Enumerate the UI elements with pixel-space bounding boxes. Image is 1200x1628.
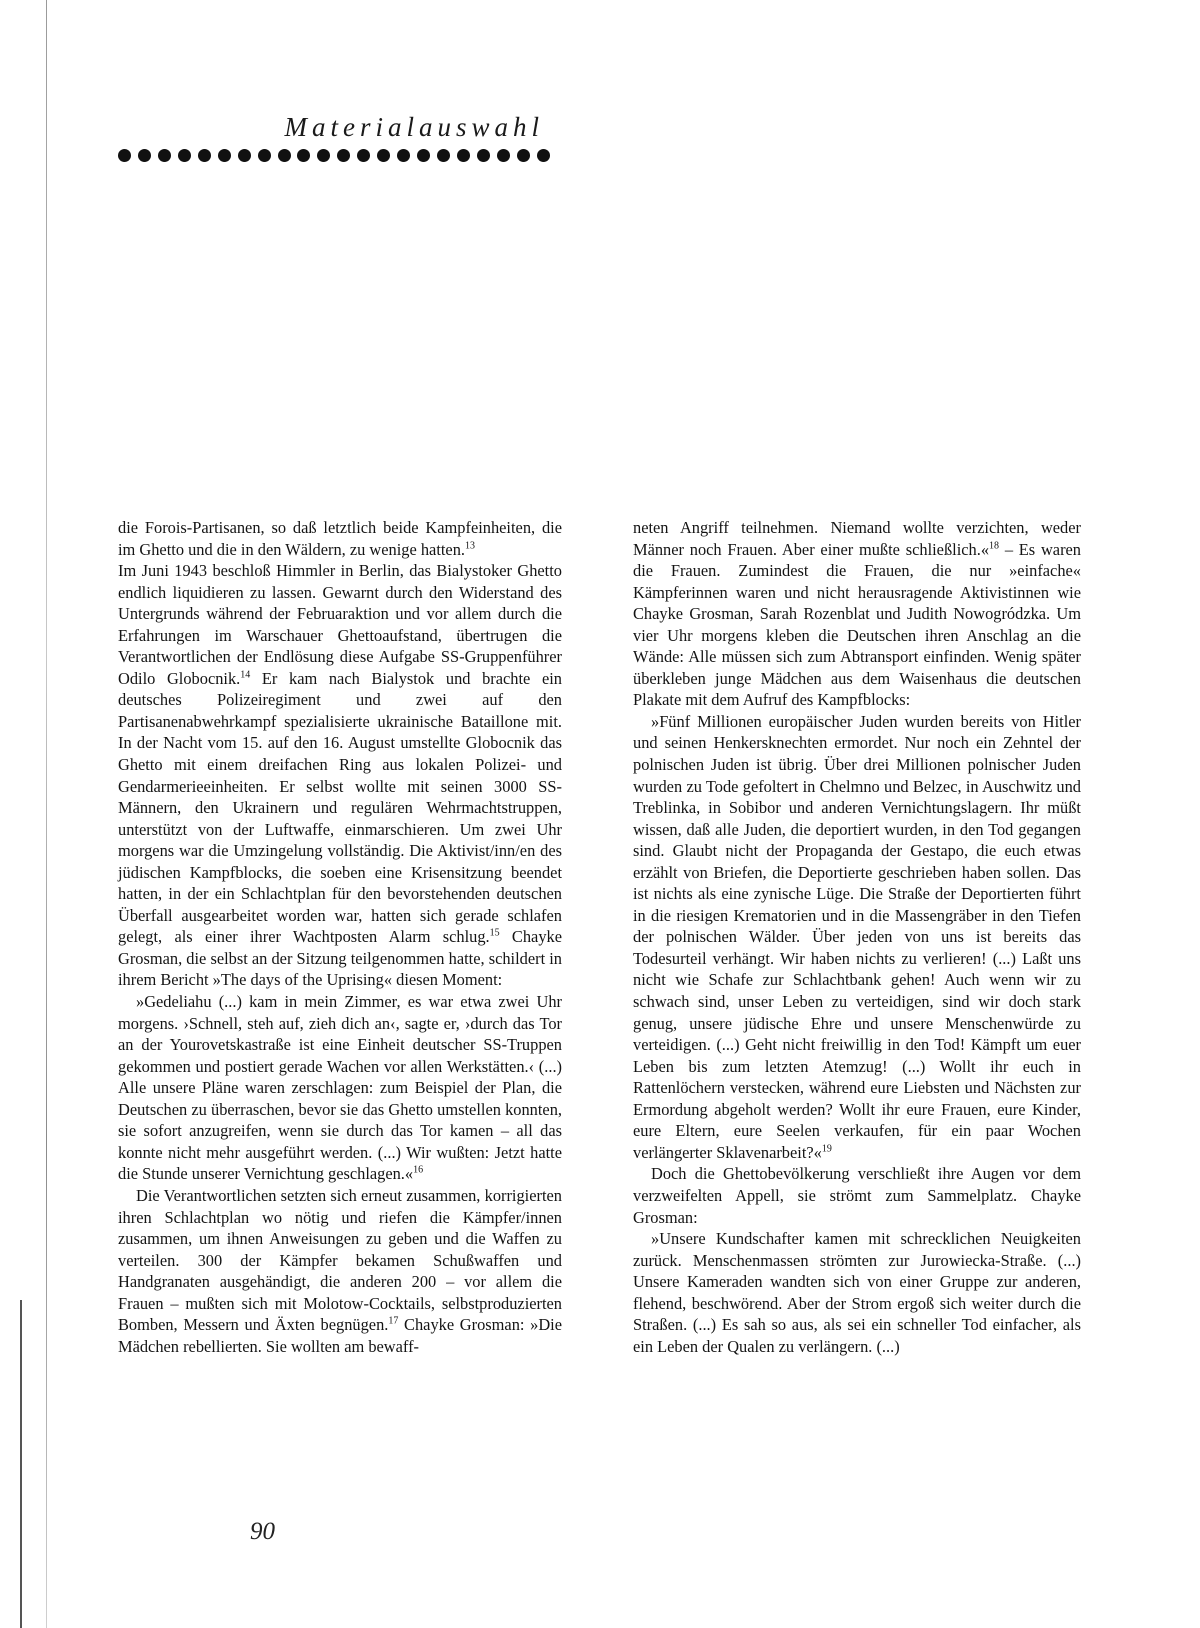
bullet-dot: [297, 149, 310, 162]
footnote-ref: 13: [465, 540, 475, 552]
bullet-dot: [278, 149, 291, 162]
bullet-dot: [317, 149, 330, 162]
bullet-dot: [218, 149, 231, 162]
bullet-dot: [477, 149, 490, 162]
bullet-dot: [118, 149, 131, 162]
paragraph: Doch die Ghettobevölkerung verschließt ihre Augen vor dem verzweifelten Appell, sie strömt zum Sammelplatz. Chayke Grosman:: [633, 1164, 1081, 1227]
section-title: Materialauswahl: [284, 112, 544, 142]
section-header: [118, 112, 550, 162]
bullet-dot: [457, 149, 470, 162]
footnote-ref: 14: [240, 669, 251, 681]
bullet-dot: [158, 149, 171, 162]
paragraph: neten Angriff teilnehmen. Niemand wollte verzichten, weder Männer noch Frauen. Aber einer mußte schließlich.«$^{18}$ – Es waren die Frauen. Zumindest die Frauen, die nur »einfache« Kämpferinnen waren und nicht herausragende Aktivistinnen wie Chayke Grosman, Sarah Rozenblat und Judith Nowogródzka. Um vier Uhr morgens kleben die Deutschen ihren Anschlag an die Wände: Alle müssen sich zum Abtransport einfinden. Wenig später überkleben junge Mädchen aus dem Waisenhaus die deutschen Plakate mit dem Aufruf des Kampfblocks:: [633, 518, 1082, 710]
bullet-dot: [397, 149, 410, 162]
paragraph: »Fünf Millionen europäischer Juden wurden bereits von Hitler und seinen Henkersknechten ermordet. Nur noch ein Zehntel der polnischen Juden ist übrig. Über drei Millionen polnischer Juden wurden zu Tode gefoltert in Chelmno und Belzec, in Auschwitz und Treblinka, in Sobibor und anderen Vernichtungslagern. Ihr müßt wissen, daß alle Juden, die deportiert wurden, in den Tod gegangen sind. Glaubt nicht der Propaganda der Gestapo, die euch etwas erzählt von Briefen, die Deportierte geschrieben haben sollen. Das ist nichts als eine zynische Lüge. Die Straße der Deportierten führt in die riesigen Krematorien und in die Massengräber in den Tiefen der polnischen Wälder. Über jeden von uns ist bereits das Todesurteil verhängt. Wir haben nichts zu verlieren! (...) Laßt uns nicht wie Schafe zur Schlachtbank gehen! Auch wenn wir zu schwach sind, unser Leben zu verteidigen, sind wir doch stark genug, unsere jüdische Ehre und unsere Menschenwürde zu verteidigen. (...) Geht nicht freiwillig in den Tod! Kämpft um euer Leben bis zum letzten Atemzug! (...) Wollt ihr euch in Rattenlöchern verstecken, während eure Liebsten und Nächsten zur Ermordung abgeholt werden? Wollt ihr eure Frauen, eure Kinder, eure Eltern, eure Seelen verkaufen, für ein paar Wochen verlängerter Sklavenarbeit?«$^{19}$: [633, 711, 1081, 1162]
paragraph: die Forois-Partisanen, so daß letztlich beide Kampfeinheiten, die im Ghetto und die in den Wäldern, zu wenige hatten.$^{13}$: [118, 518, 562, 559]
bullet-dot: [497, 149, 510, 162]
page-number: 90: [250, 1518, 275, 1545]
paragraph: Im Juni 1943 beschloß Himmler in Berlin, das Bialystoker Ghetto endlich liquidieren zu lassen. Gewarnt durch den Widerstand des Untergrunds während der Februaraktion und vor allem durch die Erfahrungen im Warschauer Ghettoaufstand, übertrugen die Verantwortlichen der Endlösung diese Aufgabe SS-Gruppenführer Odilo Globocnik.$^{14}$ Er kam nach Bialystok und brachte ein deutsches Polizeiregiment und zwei auf den Partisanenabwehrkampf spezialisierte ukrainische Bataillone mit. In der Nacht vom 15. auf den 16. August umstellte Globocnik das Ghetto mit einem dreifachen Ring aus lokalen Polizei- und Gendarmerieeinheiten. Er selbst wollte mit seinen 3000 SS-Männern, den Ukrainern und regulären Wehrmachtstruppen, unterstützt von der Luftwaffe, einmarschieren. Um zwei Uhr morgens war die Umzingelung vollständig. Die Aktivist/inn/en des jüdischen Kampfblocks, die soeben eine Krisensitzung beendet hatten, in der ein Schlachtplan für den bevorstehenden deutschen Überfall ausgearbeitet worden war, hatten sich gerade schlafen gelegt, als einer ihrer Wachtposten Alarm schlug.: [118, 561, 562, 947]
bullet-dot: [517, 149, 530, 162]
left-column: [118, 517, 562, 1357]
paragraph: »Unsere Kundschafter kamen mit schrecklichen Neuigkeiten zurück. Menschenmassen strömten zur Jurowiecka-Straße. (...) Unsere Kameraden wandten sich von einer Gruppe zur anderen, flehend, beschwörend. Aber der Strom ergoß sich weiter durch die Straßen. (...) Es sah so aus, als sei ein schneller Tod einfacher, als ein Leben der Qualen zu verlängern. (...): [633, 1229, 1081, 1356]
bullet-dot: [258, 149, 271, 162]
dot-rule: [118, 149, 550, 162]
paragraph: Die Verantwortlichen setzten sich erneut zusammen, korrigierten ihren Schlachtplan wo nötig und riefen die Kämpfer/innen zusammen, um ihnen Anweisungen zu geben und die Waffen zu verteilen. 300 der Kämpfer bekamen Schußwaffen und Handgranaten ausgehändigt, die anderen 200 – vor allem die Frauen – mußten sich mit Molotow-Cocktails, selbstproduzierten Bomben, Messern und Äxten begnügen.$^{17}$ Chayke Grosman: »Die Mädchen rebellierten. Sie wollten am bewaff-: [118, 1185, 562, 1356]
bullet-dot: [357, 149, 370, 162]
footnote-ref: 15: [489, 927, 500, 939]
scan-edge-mark: [20, 1300, 22, 1628]
paragraph: »Gedeliahu (...) kam in mein Zimmer, es war etwa zwei Uhr morgens. ›Schnell, steh auf, zieh dich an‹, sagte er, ›durch das Tor an der Yourovetskastraße ist eine Einheit deutscher SS-Truppen gekommen und postiert gerade Wachen vor allen Werkstätten.‹ (...) Alle unsere Pläne waren zerschlagen: zum Beispiel der Plan, die Deutschen zu überraschen, bevor sie das Ghetto umstellen konnten, sie sofort anzugreifen, wenn sie durch das Tor kamen – all das konnte nicht mehr ausgeführt werden. (...) Wir wußten: Jetzt hatte die Stunde unserer Vernichtung geschlagen.«$^{16}$: [118, 992, 562, 1184]
bullet-dot: [198, 149, 211, 162]
footnote-ref: 17: [388, 1315, 399, 1327]
footnote-ref: 18: [989, 540, 1000, 552]
footnote-ref: 16: [413, 1164, 424, 1176]
footnote-ref: 19: [821, 1143, 832, 1155]
paragraph: $^{15}$ Chayke Grosman, die selbst an der Sitzung teilgenommen hatte, schildert in ihrem Bericht »The days of the Uprising« diesen Moment:: [118, 927, 563, 990]
bullet-dot: [417, 149, 430, 162]
bullet-dot: [238, 149, 251, 162]
right-column: [633, 517, 1081, 1357]
bullet-dot: [377, 149, 390, 162]
bullet-dot: [138, 149, 151, 162]
bullet-dot: [337, 149, 350, 162]
bullet-dot: [437, 149, 450, 162]
scan-edge-line: [46, 0, 47, 1628]
bullet-dot: [537, 149, 550, 162]
bullet-dot: [178, 149, 191, 162]
